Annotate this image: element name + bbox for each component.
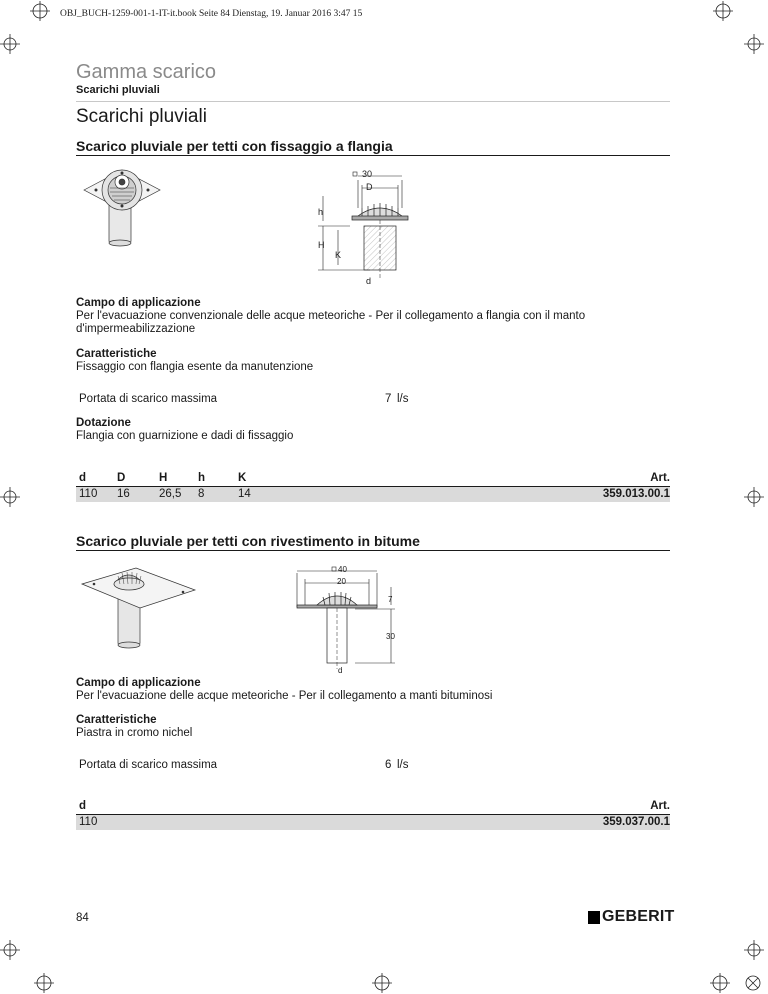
dim-height-label: 30 bbox=[386, 632, 395, 641]
table-header-h: h bbox=[198, 472, 206, 484]
page-heading: Scarichi pluviali bbox=[76, 106, 207, 127]
table-cell-art: 359.037.00.1 bbox=[602, 816, 670, 828]
table-header-art: Art. bbox=[650, 472, 670, 484]
table-cell: 14 bbox=[238, 488, 251, 500]
flange-drain-photo bbox=[82, 168, 162, 248]
spec-label: Portata di scarico massima bbox=[79, 393, 218, 405]
dim-K-label: K bbox=[335, 250, 342, 260]
dim-top-label: 7 bbox=[388, 595, 393, 604]
table-header-d: d bbox=[79, 800, 87, 812]
spec-value: 6 bbox=[385, 759, 392, 771]
dim-square-label: 30 bbox=[362, 169, 373, 179]
table-cell-art: 359.013.00.1 bbox=[602, 488, 670, 500]
application-text: Per l'evacuazione convenzionale delle acque meteoriche - Per il collegamento a flangia con il manto d'impermeabilizzazione bbox=[76, 310, 586, 335]
dim-H-label: H bbox=[318, 240, 325, 250]
table-header-d: d bbox=[79, 472, 87, 484]
flange-drain-dimension-drawing bbox=[310, 168, 410, 288]
section-title: Gamma scarico bbox=[76, 61, 217, 83]
features-label: Caratteristiche bbox=[76, 714, 157, 726]
table-cell: 8 bbox=[198, 488, 205, 500]
features-label: Caratteristiche bbox=[76, 348, 157, 360]
bitumen-drain-dimension-drawing bbox=[295, 565, 405, 675]
section-subtitle: Scarichi pluviali bbox=[76, 84, 160, 96]
table-header-K: K bbox=[238, 472, 247, 484]
print-header-note: OBJ_BUCH-1259-001-1-IT-it.book Seite 84 Dienstag, 19. Januar 2016 3:47 15 bbox=[60, 9, 363, 19]
dim-d-label: d bbox=[338, 666, 343, 675]
equipment-label: Dotazione bbox=[76, 417, 131, 429]
dim-width-label: 20 bbox=[337, 577, 346, 586]
brand-name: GEBERIT bbox=[602, 908, 675, 925]
brand-logo bbox=[588, 908, 675, 926]
divider bbox=[76, 155, 670, 156]
dim-square-label: 40 bbox=[338, 565, 347, 574]
spec-label: Portata di scarico massima bbox=[79, 759, 218, 771]
table-cell: 110 bbox=[79, 488, 98, 500]
logo-square-icon bbox=[588, 911, 600, 924]
application-label: Campo di applicazione bbox=[76, 677, 201, 689]
table-header-art: Art. bbox=[650, 800, 670, 812]
table-header-H: H bbox=[159, 472, 168, 484]
table-header-D: D bbox=[117, 472, 126, 484]
product-title: Scarico pluviale per tetti con rivestimento in bitume bbox=[76, 533, 420, 549]
spec-unit: l/s bbox=[397, 759, 409, 771]
table-cell: 110 bbox=[79, 816, 98, 828]
table-cell: 16 bbox=[117, 488, 130, 500]
divider bbox=[76, 550, 670, 551]
divider bbox=[76, 101, 670, 102]
equipment-text: Flangia con guarnizione e dadi di fissaggio bbox=[76, 430, 294, 442]
page-number: 84 bbox=[76, 912, 89, 924]
bitumen-drain-photo bbox=[80, 562, 200, 672]
application-label: Campo di applicazione bbox=[76, 297, 201, 309]
dim-d-label: d bbox=[366, 276, 372, 286]
features-text: Fissaggio con flangia esente da manutenzione bbox=[76, 361, 314, 373]
product-title: Scarico pluviale per tetti con fissaggio a flangia bbox=[76, 138, 393, 154]
spec-unit: l/s bbox=[397, 393, 409, 405]
features-text: Piastra in cromo nichel bbox=[76, 727, 193, 739]
spec-value: 7 bbox=[385, 393, 392, 405]
application-text: Per l'evacuazione delle acque meteoriche - Per il collegamento a manti bituminosi bbox=[76, 690, 493, 702]
dim-D-label: D bbox=[366, 182, 373, 192]
table-cell: 26,5 bbox=[159, 488, 182, 500]
dim-h-label: h bbox=[318, 207, 324, 217]
